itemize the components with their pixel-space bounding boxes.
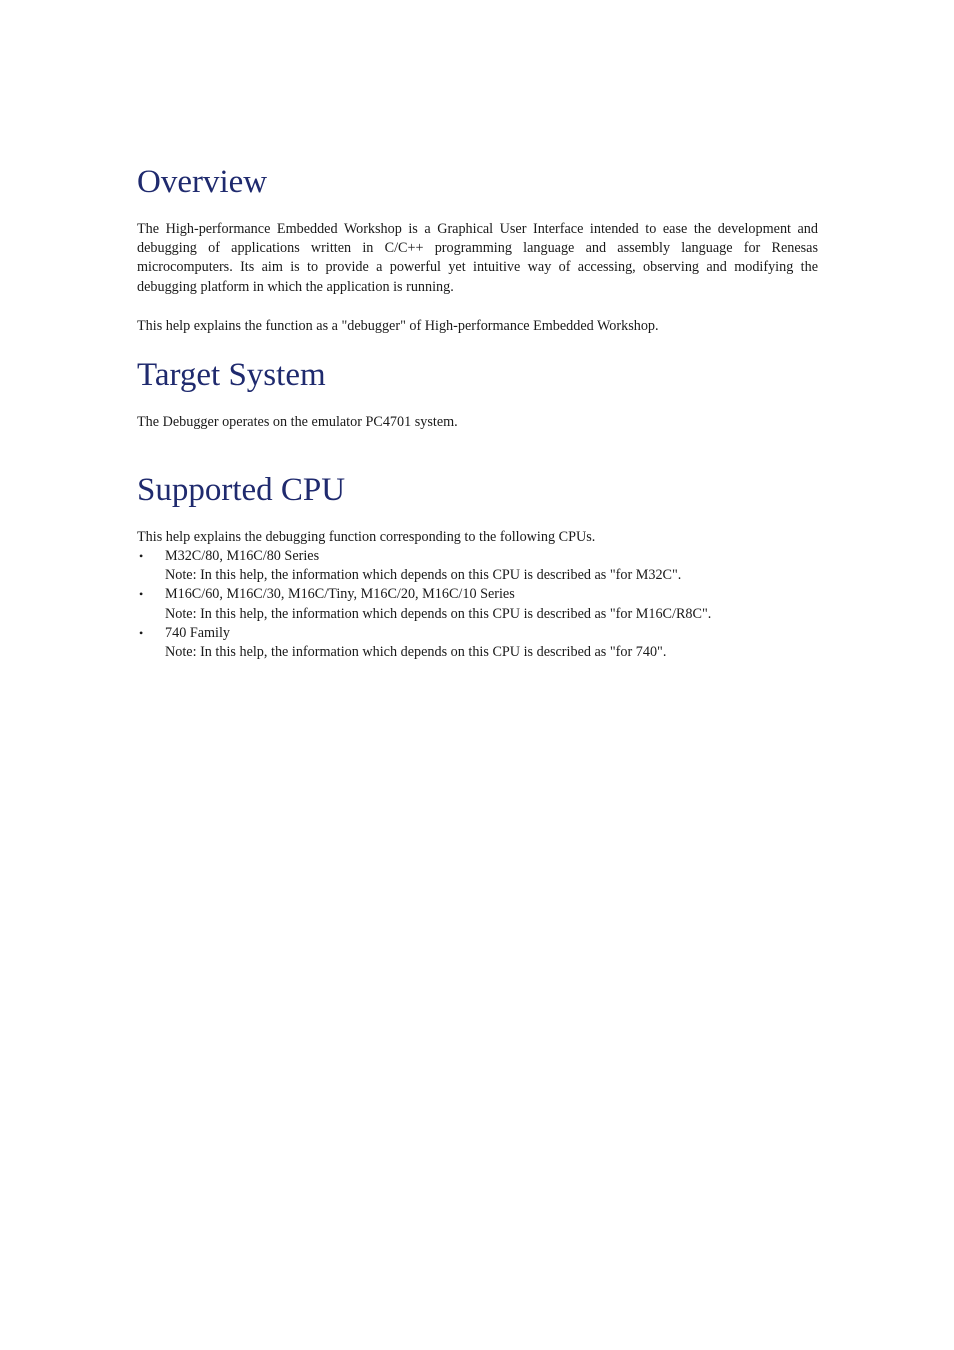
cpu-item-label: M16C/60, M16C/30, M16C/Tiny, M16C/20, M16C/10 Series bbox=[165, 586, 515, 603]
cpu-item-note: Note: In this help, the information which depends on this CPU is described as "for M32C". bbox=[165, 567, 682, 584]
bullet-icon: • bbox=[139, 587, 144, 602]
supported-cpu-heading: Supported CPU bbox=[137, 472, 346, 508]
cpu-item-label: 740 Family bbox=[165, 624, 231, 641]
cpu-item-label: M32C/80, M16C/80 Series bbox=[165, 548, 320, 564]
cpu-item-note: Note: In this help, the information which depends on this CPU is described as "for 740". bbox=[165, 644, 667, 661]
list-item bbox=[137, 585, 818, 623]
overview-paragraph-1: The High-performance Embedded Workshop is a Graphical User Interface intended to ease the development and debugging of applications written in C/C++ programming language and assembly language for Renesas microcomputers. Its aim is to provide a powerful yet intuitive way of accessing, observing and modifying the debugging platform in which the application is running. bbox=[137, 221, 818, 295]
supported-cpu-list bbox=[137, 547, 818, 662]
bullet-icon: • bbox=[139, 549, 144, 563]
list-item bbox=[137, 547, 818, 585]
overview-heading: Overview bbox=[137, 164, 268, 200]
target-system-heading: Target System bbox=[137, 357, 326, 393]
supported-cpu-intro: This help explains the debugging function corresponding to the following CPUs. bbox=[137, 529, 596, 545]
target-system-paragraph: The Debugger operates on the emulator PC4701 system. bbox=[137, 414, 458, 430]
bullet-icon: • bbox=[139, 625, 144, 640]
list-item bbox=[137, 624, 818, 662]
overview-paragraph-2: This help explains the function as a "debugger" of High-performance Embedded Workshop. bbox=[137, 318, 659, 334]
cpu-item-note: Note: In this help, the information which depends on this CPU is described as "for M16C/R8C". bbox=[165, 605, 712, 622]
